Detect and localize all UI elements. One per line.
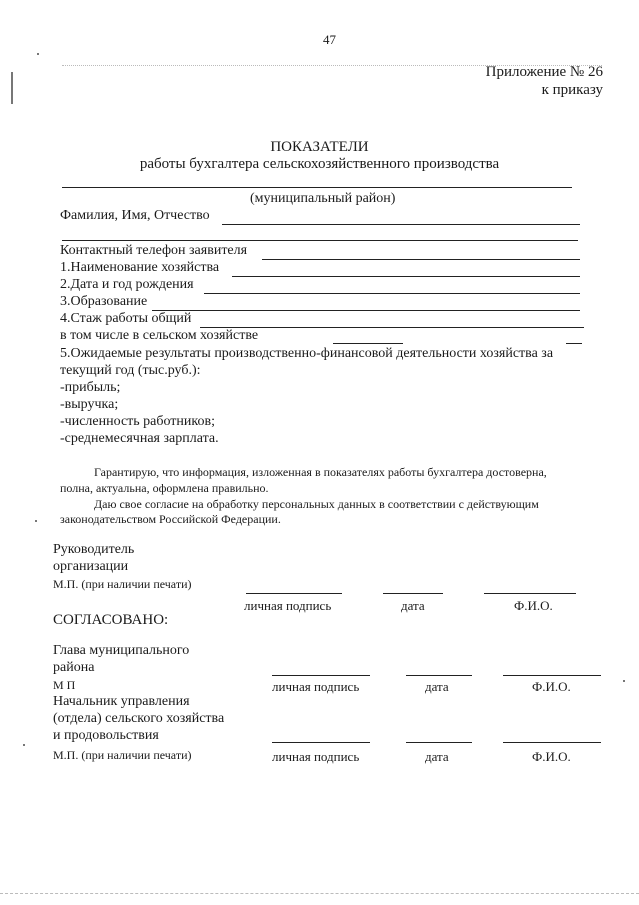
experience-farm-fill-line[interactable] <box>333 343 403 344</box>
experience-label: 4.Стаж работы общий <box>60 311 192 326</box>
chief-date-line[interactable] <box>406 742 472 743</box>
glava-fio-line[interactable] <box>503 675 601 676</box>
fio-label: Фамилия, Имя, Отчество <box>60 208 210 223</box>
birth-fill-line[interactable] <box>204 293 580 294</box>
birth-label: 2.Дата и год рождения <box>60 277 194 292</box>
head-fio-caption: Ф.И.О. <box>514 598 553 613</box>
scan-speck <box>23 744 25 746</box>
farm-name-fill-line[interactable] <box>232 276 580 277</box>
scan-bottom-edge <box>0 893 639 894</box>
glava-signature-caption: личная подпись <box>272 679 360 694</box>
chief-fio-line[interactable] <box>503 742 601 743</box>
glava-fio-caption: Ф.И.О. <box>532 679 571 694</box>
chief-signature-line[interactable] <box>272 742 370 743</box>
phone-fill-line[interactable] <box>262 259 580 260</box>
head-signature-caption: личная подпись <box>244 598 332 613</box>
page-number: 47 <box>323 32 336 47</box>
head-signature-line[interactable] <box>246 593 342 594</box>
head-date-line[interactable] <box>383 593 443 594</box>
consent-text-2: законодательством Российской Федерации. <box>60 512 281 526</box>
glava-seal: М П <box>53 678 76 692</box>
phone-label: Контактный телефон заявителя <box>60 243 248 258</box>
chief-title-2: (отдела) сельского хозяйства <box>53 711 225 726</box>
head-seal: М.П. (при наличии печати) <box>53 577 192 591</box>
chief-signature-caption: личная подпись <box>272 749 360 764</box>
chief-fio-caption: Ф.И.О. <box>532 749 571 764</box>
education-label: 3.Образование <box>60 294 148 309</box>
education-fill-line[interactable] <box>152 310 580 311</box>
scan-speck <box>37 53 39 55</box>
results-label-1: 5.Ожидаемые результаты производственно-финансовой деятельности хозяйства за <box>60 346 554 361</box>
consent-text-1: Даю свое согласие на обработку персональных данных в соответствии с действующим <box>94 497 539 511</box>
guarantee-text-2: полна, актуальна, оформлена правильно. <box>60 481 269 495</box>
experience-farm-fill-line-2[interactable] <box>566 343 582 344</box>
experience-farm-label: в том числе в сельском хозяйстве <box>60 328 259 343</box>
district-fill-line <box>62 187 572 188</box>
staff-label: -численность работников; <box>60 414 216 429</box>
results-label-2: текущий год (тыс.руб.): <box>60 363 201 378</box>
head-title-2: организации <box>53 559 129 574</box>
salary-label: -среднемесячная зарплата. <box>60 431 219 446</box>
fio-fill-line-2[interactable] <box>62 240 578 241</box>
document-title: ПОКАЗАТЕЛИ <box>270 139 369 155</box>
chief-seal: М.П. (при наличии печати) <box>53 748 192 762</box>
scan-speck <box>35 520 37 522</box>
head-date-caption: дата <box>401 598 425 613</box>
glava-date-line[interactable] <box>406 675 472 676</box>
glava-signature-line[interactable] <box>272 675 370 676</box>
scan-speck <box>623 680 625 682</box>
revenue-label: -выручка; <box>60 397 119 412</box>
chief-title-1: Начальник управления <box>53 694 190 709</box>
head-title-1: Руководитель <box>53 542 135 557</box>
head-fio-line[interactable] <box>484 593 576 594</box>
document-subtitle: работы бухгалтера сельскохозяйственного производства <box>139 156 500 172</box>
scan-edge-mark <box>11 72 13 104</box>
chief-title-3: и продовольствия <box>53 728 159 743</box>
guarantee-text-1: Гарантирую, что информация, изложенная в показателях работы бухгалтера достоверна, <box>94 465 547 479</box>
agreed-heading: СОГЛАСОВАНО: <box>53 612 169 628</box>
glava-title-2: района <box>53 660 95 675</box>
fio-fill-line[interactable] <box>222 224 580 225</box>
district-caption: (муниципальный район) <box>250 191 396 206</box>
farm-name-label: 1.Наименование хозяйства <box>60 260 220 275</box>
appendix-number: Приложение № 26 <box>485 64 603 80</box>
glava-date-caption: дата <box>425 679 449 694</box>
profit-label: -прибыль; <box>60 380 121 395</box>
glava-title-1: Глава муниципального <box>53 643 190 658</box>
appendix-order: к приказу <box>541 82 603 98</box>
chief-date-caption: дата <box>425 749 449 764</box>
